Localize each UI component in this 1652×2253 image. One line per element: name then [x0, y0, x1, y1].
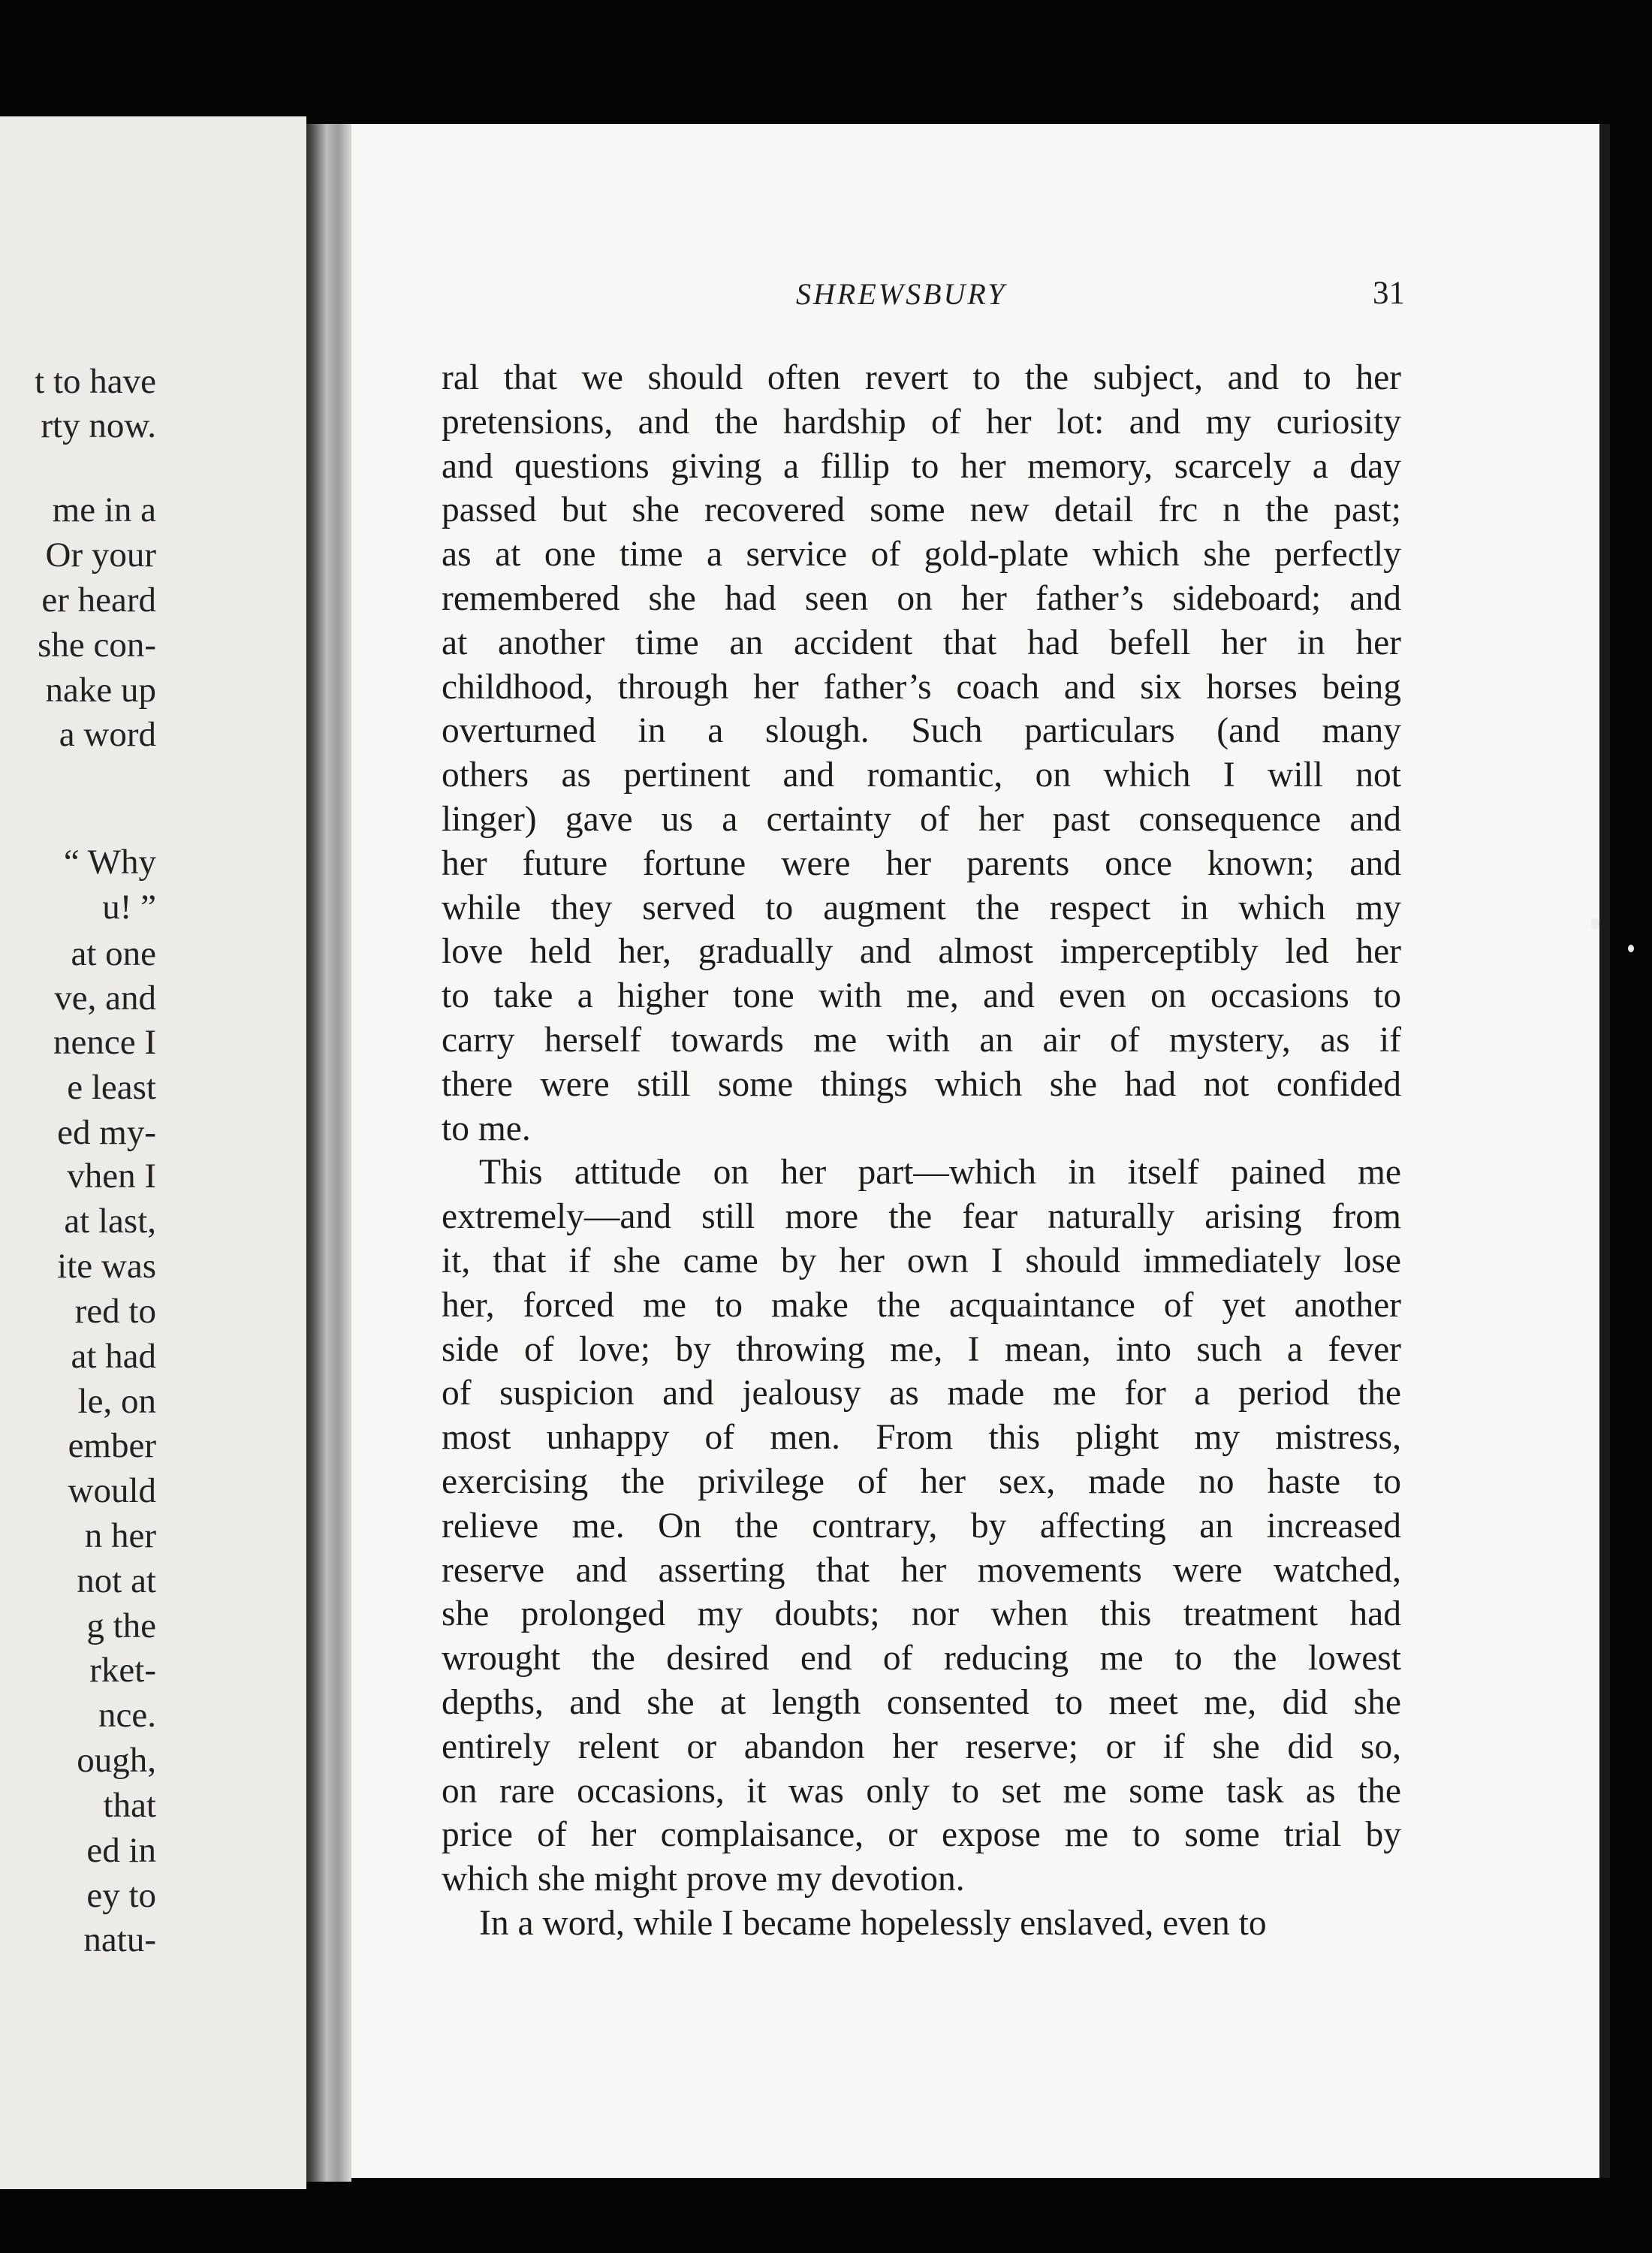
text-line: her, forced me to make the acquaintance of yet another [442, 1285, 1401, 1325]
text-line: on rare occasions, it was only to set me some task as the [442, 1771, 1401, 1811]
left-page-line: at one [71, 934, 156, 973]
left-page-line: t to have [35, 362, 156, 401]
left-page-line: ey to [86, 1876, 156, 1915]
running-head: SHREWSBURY [796, 277, 1007, 311]
text-line: most unhappy of men. From this plight my mistress, [442, 1418, 1401, 1458]
text-line: to me. [442, 1108, 531, 1148]
text-line: which she might prove my devotion. [442, 1859, 965, 1899]
dust-speck [1590, 918, 1599, 930]
text-line: she prolonged my doubts; nor when this treatment had [442, 1594, 1401, 1634]
page-edge-shadow [1599, 124, 1610, 2178]
text-line: others as pertinent and romantic, on which I will not [442, 756, 1401, 795]
left-page-line: nake up [45, 671, 156, 710]
text-line: it, that if she came by her own I should immediately lose [442, 1241, 1401, 1280]
text-line: to take a higher tone with me, and even on occasions to [442, 976, 1401, 1016]
left-page-line: rket- [89, 1651, 156, 1690]
left-page-line: a word [59, 715, 156, 754]
text-line: reserve and asserting that her movements were watched, [442, 1550, 1401, 1590]
left-page-line: would [68, 1471, 156, 1510]
text-line: while they served to augment the respect in which my [442, 888, 1401, 927]
left-page-line: er heard [41, 581, 156, 620]
text-line: love held her, gradually and almost imperceptibly led her [442, 932, 1401, 972]
left-page-line: Or your [45, 535, 156, 575]
text-line: exercising the privilege of her sex, made no haste to [442, 1462, 1401, 1501]
book-gutter [306, 124, 351, 2182]
text-line: as at one time a service of gold-plate which she perfectly [442, 535, 1401, 575]
text-line: extremely—and still more the fear naturally arising from [442, 1197, 1401, 1237]
page-number: 31 [1373, 276, 1405, 311]
dust-speck [1628, 945, 1634, 952]
left-page-line: u! ” [102, 888, 156, 927]
left-page-line: ough, [77, 1741, 156, 1780]
left-page-line: ed my- [57, 1113, 156, 1152]
text-line: passed but she recovered some new detail frc n the past; [442, 490, 1401, 530]
text-line: entirely relent or abandon her reserve; or if she did so, [442, 1727, 1401, 1766]
text-line: at another time an accident that had befell her in her [442, 623, 1401, 662]
text-line: This attitude on her part—which in itself pained me [479, 1153, 1401, 1193]
left-page-line: vhen I [67, 1157, 156, 1196]
left-page-line: at last, [64, 1202, 156, 1241]
left-page-line: ite was [57, 1247, 156, 1286]
text-line: remembered she had seen on her father’s sideboard; and [442, 579, 1401, 618]
left-page-line: le, on [77, 1382, 156, 1421]
text-line: In a word, while I became hopelessly enslaved, even to [479, 1904, 1267, 1943]
left-page-line: rty now. [41, 406, 156, 445]
text-line: depths, and she at length consented to meet me, did she [442, 1683, 1401, 1722]
left-page-line: ve, and [54, 979, 156, 1018]
text-line: side of love; by throwing me, I mean, into such a fever [442, 1329, 1401, 1369]
left-page-line: that [103, 1786, 156, 1825]
left-page-line: n her [84, 1516, 156, 1555]
text-line: of suspicion and jealousy as made me for a period the [442, 1374, 1401, 1413]
text-line: relieve me. On the contrary, by affecting an increased [442, 1506, 1401, 1546]
left-page-line: at had [71, 1337, 156, 1376]
text-line: price of her complaisance, or expose me to some trial by [442, 1815, 1401, 1855]
left-page-line: nence I [53, 1023, 156, 1062]
text-line: ral that we should often revert to the subject, and to her [442, 358, 1401, 397]
left-page-line: red to [74, 1292, 156, 1331]
text-line: overturned in a slough. Such particulars (and many [442, 711, 1401, 751]
left-page-line: she con- [38, 626, 156, 665]
left-page-line: me in a [52, 490, 156, 529]
left-page-line: natu- [83, 1920, 156, 1959]
left-page-line: e least [67, 1068, 156, 1107]
left-page-line: “ Why [63, 843, 156, 882]
left-page-line: ember [68, 1426, 156, 1465]
text-line: there were still some things which she had not confided [442, 1064, 1401, 1104]
text-line: linger) gave us a certainty of her past consequence and [442, 800, 1401, 839]
text-line: her future fortune were her parents once known; and [442, 843, 1401, 883]
left-page [0, 116, 306, 2189]
left-page-line: nce. [98, 1696, 156, 1735]
left-page-line: ed in [86, 1831, 156, 1870]
left-page-line: g the [86, 1606, 156, 1645]
text-line: pretensions, and the hardship of her lot: and my curiosity [442, 402, 1401, 442]
text-line: childhood, through her father’s coach and six horses being [442, 667, 1401, 707]
text-line: wrought the desired end of reducing me to the lowest [442, 1639, 1401, 1678]
text-line: and questions giving a fillip to her memory, scarcely a day [442, 446, 1401, 486]
left-page-line: not at [77, 1561, 156, 1600]
text-line: carry herself towards me with an air of mystery, as if [442, 1021, 1401, 1060]
